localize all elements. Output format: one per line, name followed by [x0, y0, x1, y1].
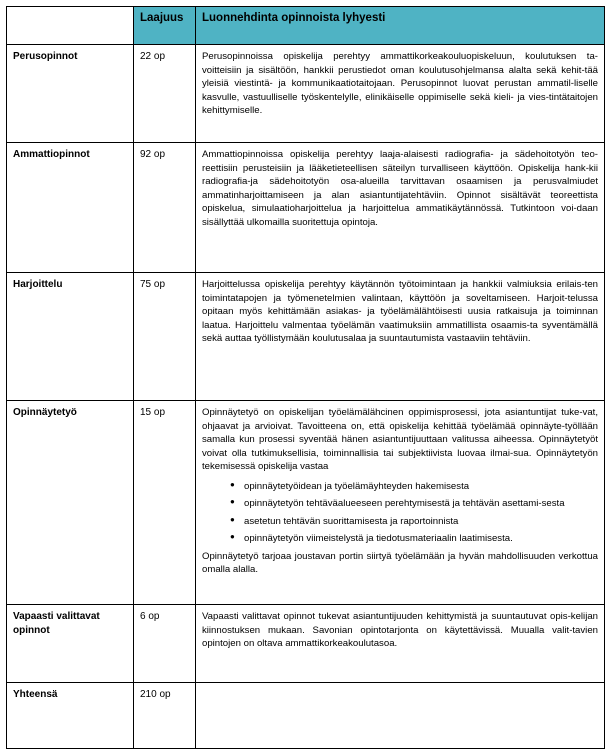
- row-description: [196, 45, 605, 143]
- row-description: [196, 143, 605, 273]
- list-item: ● opinnäytetyöidean ja työelämäyhteyden hakemisesta: [244, 480, 598, 493]
- description-paragraph: Opinnäytetyö on opiskelijan työelämälähcinen oppimisprosessi, jota asiantuntijat tuke-vat, ohjaavat ja arvioivat. Tavoitteena on, että opiskelija kehittää työelämää opinnäyte-työllään samalla kun prosessi syventää hänen asiantuntijuuttaan valitussa aiheessa. Opinnäytetyöt voivat olla tutkimuksellisia, toiminnallisia tai subjektiivista luovaa ilmai-sua. Opinnäytetyön tekemisessä opiskelija vastaa: [202, 407, 598, 473]
- row-description: [196, 605, 605, 683]
- column-header-credits: Laajuus: [134, 7, 196, 45]
- row-label: Yhteensä: [7, 683, 134, 749]
- description-bullet-list: [202, 480, 598, 546]
- column-header-description: Luonnehdinta opinnoista lyhyesti: [196, 7, 605, 45]
- table-header: [7, 7, 605, 45]
- table-row: [7, 401, 605, 605]
- table-header-row: [7, 7, 605, 45]
- row-credits: 75 op: [134, 273, 196, 401]
- row-credits: 210 op: [134, 683, 196, 749]
- row-description: [196, 273, 605, 401]
- description-paragraph: Vapaasti valittavat opinnot tukevat asiantuntijuuden kehittymistä ja suuntautuvat opis-kelijan kiinnostuksen mukaan. Savonian opintotarjonta on käytettävissä. Muualla valit-tavien opintojen on oltava ammattikorkeakoulutasoa.: [202, 611, 598, 650]
- table-row: [7, 45, 605, 143]
- row-description: [196, 683, 605, 749]
- row-label: Ammattiopinnot: [7, 143, 134, 273]
- row-label: Harjoittelu: [7, 273, 134, 401]
- row-description: [196, 401, 605, 605]
- row-credits: 15 op: [134, 401, 196, 605]
- table-row-total: [7, 683, 605, 749]
- table-body: [7, 45, 605, 749]
- description-paragraph: Harjoittelussa opiskelija perehtyy käytännön työtoimintaan ja hankkii valmiuksia erilais-ten toimintatapojen ja työmenetelmien valintaan, käyttöön ja soveltamiseen. Harjoit-telussa opitaan myös kehittämään asiakas- ja työelämälähtöisesti uusia ratkaisuja ja toiminnan laatua. Harjoittelu valmentaa työelämän vaatimuksiin ammatillista osaamis-ta syventämällä sekä auttaa työllistymään koulutusalaa ja suuntautumista vastaaviin tehtäviin.: [202, 279, 598, 345]
- row-label: Opinnäytetyö: [7, 401, 134, 605]
- list-item: ● opinnäytetyön tehtäväalueeseen perehtymisestä ja tehtävän asettami-sesta: [244, 497, 598, 510]
- row-credits: 22 op: [134, 45, 196, 143]
- row-label: Perusopinnot: [7, 45, 134, 143]
- column-header-study-module: [7, 7, 134, 45]
- description-paragraph: Perusopinnoissa opiskelija perehtyy ammattikorkeakouluopiskeluun, koulutuksen ta-voitteisiin ja sisältöön, hankkii perustiedot oman koulutusohjelmansa alalta sekä kehit-tää yleisiä viestintä- ja kommunikaatiotaitojaan. Perusopinnot luovat perustan ammatil-liselle kasvulle, vastuulliselle työskentelylle, elinikäiselle oppimiselle sekä kieli- ja vies-tintätaitojen kehittymiselle.: [202, 51, 598, 117]
- description-paragraph: Ammattiopinnoissa opiskelija perehtyy laaja-alaisesti radiografia- ja sädehoitotyön teo-reettisiin perusteisiin ja lääketieteellisen säteilyn turvalliseen käyttöön. Opiskelija hank-kii radiografia-ja sädehoitotyön osa-alueilla tarvittavan osaamisen ja perusvalmiudet ammatinharjoittamiseen ja alan asiantuntijatehtäviin. Opinnot sisältävät teoreettista opiskelua, simulaatioharjoittelua ja harjoittelua ammatikäytännössä. Tutkintoon voi-daan sisällyttää ulkomailla suoritettuja opintoja.: [202, 149, 598, 229]
- row-credits: 6 op: [134, 605, 196, 683]
- list-item: ● asetetun tehtävän suorittamisesta ja raportoinnista: [244, 515, 598, 528]
- table-row: [7, 605, 605, 683]
- list-item: ● opinnäytetyön viimeistelystä ja tiedotusmateriaalin laatimisesta.: [244, 532, 598, 545]
- curriculum-table: [6, 6, 605, 749]
- table-row: [7, 143, 605, 273]
- row-label: Vapaasti valittavat opinnot: [7, 605, 134, 683]
- table-row: [7, 273, 605, 401]
- description-paragraph-after: Opinnäytetyö tarjoaa joustavan portin siirtyä työelämään ja hyvän mahdollisuuden verkottua omalla alalla.: [202, 550, 598, 576]
- row-credits: 92 op: [134, 143, 196, 273]
